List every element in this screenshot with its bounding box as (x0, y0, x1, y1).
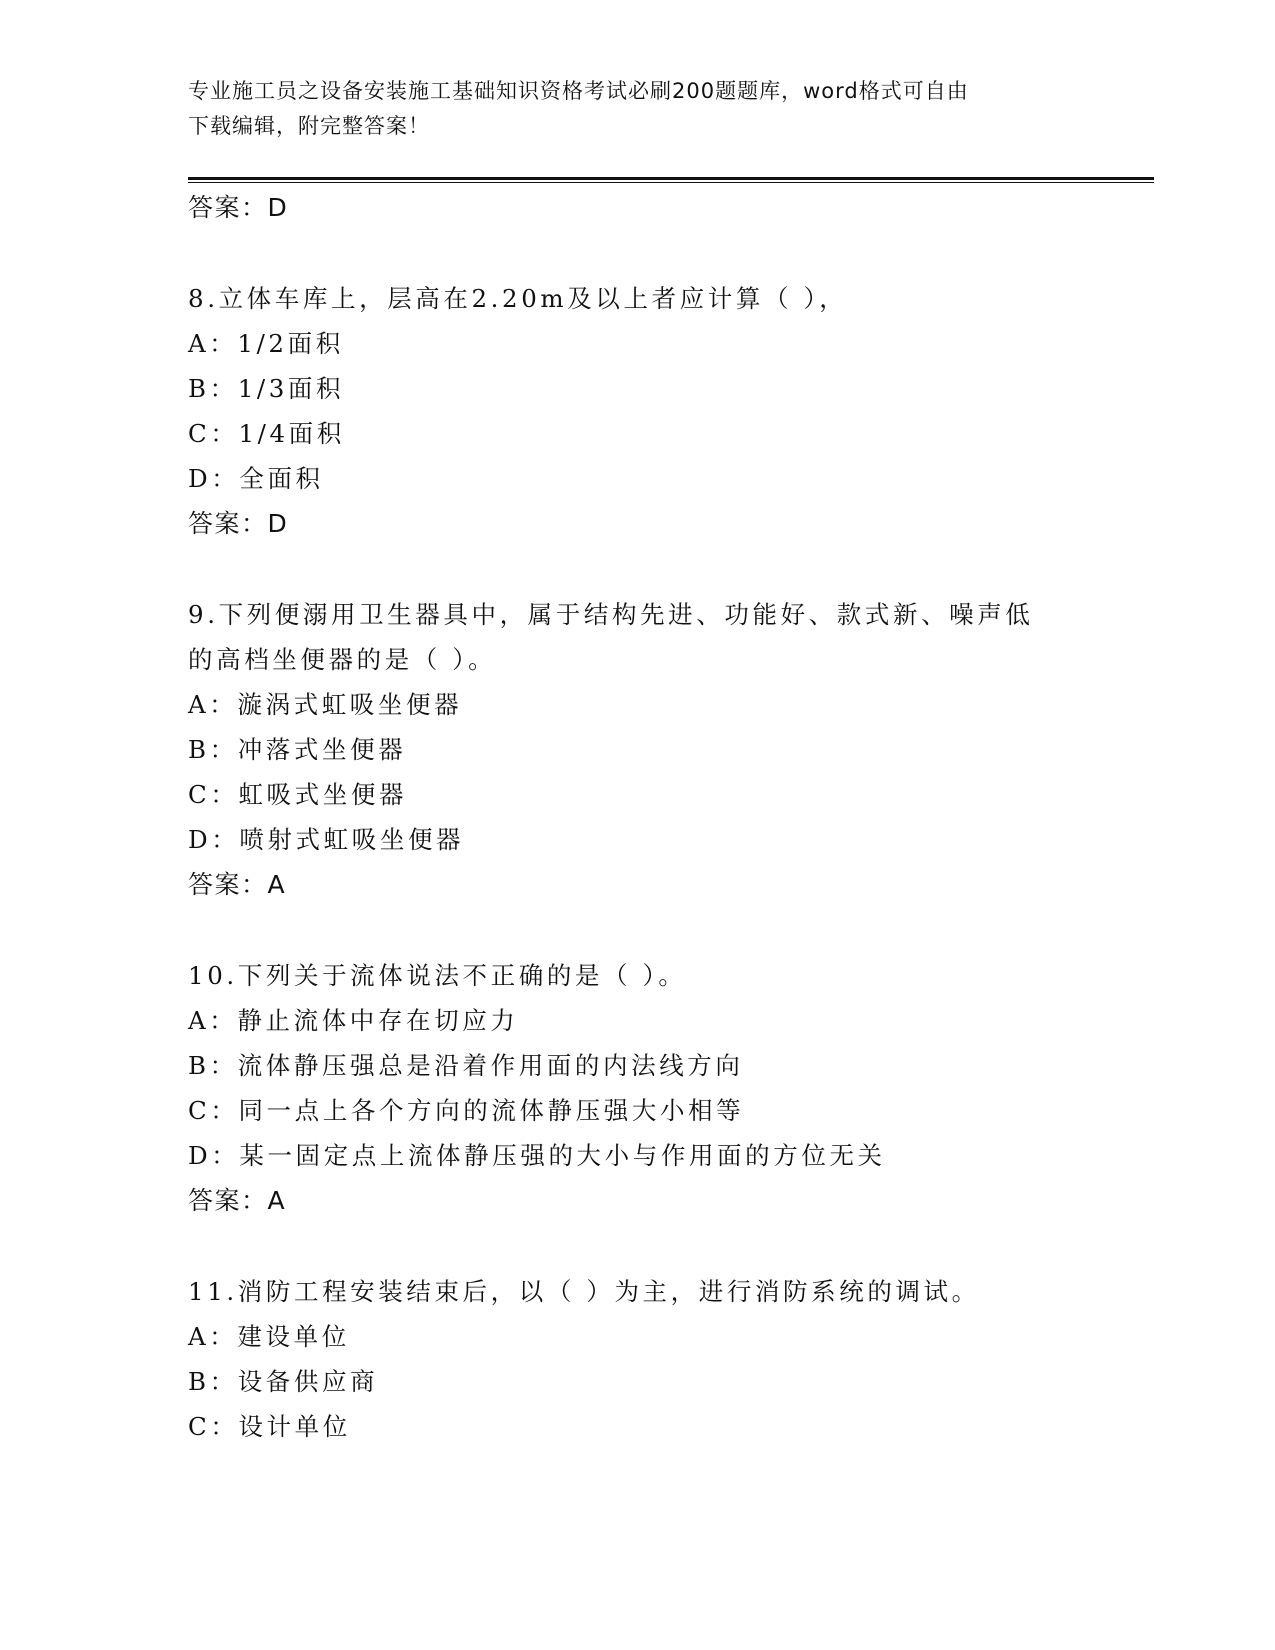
question-10-answer: 答案：A (188, 1186, 287, 1215)
question-8-option-d: D：全面积 (188, 464, 324, 493)
question-10-option-d: D：某一固定点上流体静压强的大小与作用面的方位无关 (188, 1141, 886, 1170)
question-11-option-a: A：建设单位 (188, 1322, 350, 1351)
question-9-answer: 答案：A (188, 870, 287, 899)
question-8-answer: 答案：D (188, 509, 289, 538)
previous-answer: 答案：D (188, 193, 289, 222)
document-header (188, 74, 1068, 144)
question-8-option-c: C：1/4面积 (188, 419, 345, 448)
header-rule-thick (188, 177, 1154, 180)
header-line-1: 专业施工员之设备安装施工基础知识资格考试必刷200题题库，word格式可自由 (188, 79, 969, 103)
question-10-stem: 10.下列关于流体说法不正确的是（ ）。 (188, 961, 687, 990)
header-rule-thin (188, 182, 1154, 183)
question-9-stem-line-2: 的高档坐便器的是（ ）。 (188, 645, 497, 674)
question-8-option-b: B：1/3面积 (188, 374, 345, 403)
question-10-option-b: B：流体静压强总是沿着作用面的内法线方向 (188, 1051, 744, 1080)
question-8-option-a: A：1/2面积 (188, 329, 344, 358)
question-10-option-c: C：同一点上各个方向的流体静压强大小相等 (188, 1096, 745, 1125)
question-11-option-c: C：设计单位 (188, 1412, 351, 1441)
question-11-stem: 11.消防工程安装结束后，以（ ）为主，进行消防系统的调试。 (188, 1277, 980, 1306)
question-9-option-d: D：喷射式虹吸坐便器 (188, 825, 465, 854)
question-9-stem-line-1: 9.下列便溺用卫生器具中，属于结构先进、功能好、款式新、噪声低 (188, 600, 1034, 629)
header-line-2: 下载编辑，附完整答案！ (188, 114, 430, 138)
question-9-option-c: C：虹吸式坐便器 (188, 780, 408, 809)
question-8-stem: 8.立体车库上，层高在2.20m及以上者应计算（ ）， (188, 284, 848, 313)
question-9-option-b: B：冲落式坐便器 (188, 735, 407, 764)
question-9-option-a: A：漩涡式虹吸坐便器 (188, 690, 463, 719)
question-10-option-a: A：静止流体中存在切应力 (188, 1006, 519, 1035)
question-11-option-b: B：设备供应商 (188, 1367, 379, 1396)
